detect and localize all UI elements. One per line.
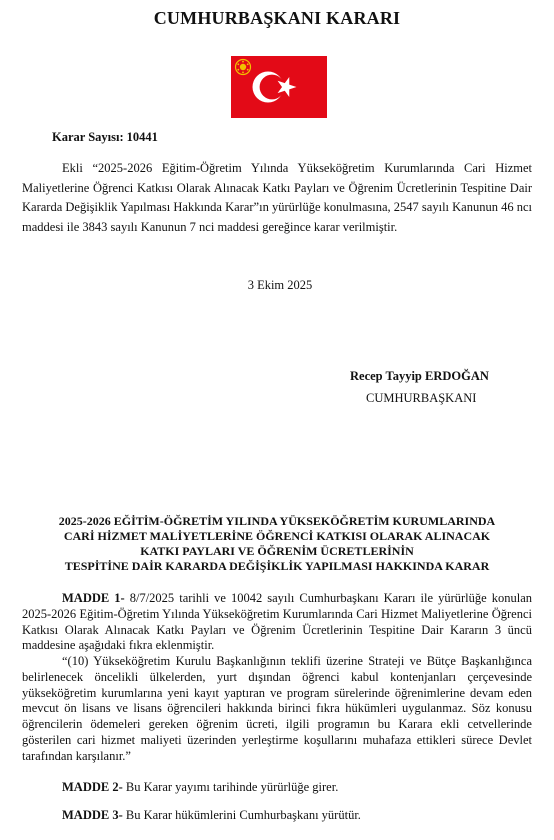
article-2 [22, 780, 532, 796]
turkish-flag-icon [231, 56, 327, 118]
annex-heading [0, 514, 554, 574]
article-label: MADDE 1- [62, 591, 125, 605]
article-text: Bu Karar hükümlerini Cumhurbaşkanı yürütür. [122, 808, 361, 822]
signer-last-name: ERDOĞAN [425, 369, 489, 383]
decision-number: 10441 [126, 130, 158, 144]
article-1 [22, 591, 532, 654]
signer-first-name: Recep Tayyip [350, 369, 426, 383]
article-text: Bu Karar yayımı tarihinde yürürlüğe girer. [122, 780, 339, 794]
article-label: MADDE 3- [62, 808, 123, 822]
article-label: MADDE 2- [62, 780, 123, 794]
annex-heading-line: KATKI PAYLARI VE ÖĞRENİM ÜCRETLERİNİN [140, 544, 414, 558]
document-title: CUMHURBAŞKANI KARARI [153, 8, 401, 28]
annex-heading-line: CARİ HİZMET MALİYETLERİNE ÖĞRENCİ KATKISI OLARAK ALINACAK [63, 529, 491, 543]
annex-heading-line: TESPİTİNE DAİR KARARDA DEĞİŞİKLİK YAPILMASI HAKKINDA KARAR [64, 559, 490, 573]
article-text: 8/7/2025 tarihli ve 10042 sayılı Cumhurbaşkanı Kararı ile yürürlüğe konulan 2025-2026 Eğitim-Öğretim Yılında Yükseköğretim Kurumlarında Cari Hizmet Maliyetlerine Öğrenci Katkısı Olarak Alınacak Katkı Payları ve Öğrenim Ücretlerinin Tespitine Dair Kararın 3 üncü maddesine aşağıdaki fıkra eklenmiştir. [22, 591, 532, 653]
decision-number-line [52, 130, 158, 145]
intro-paragraph: Ekli “2025-2026 Eğitim-Öğretim Yılında Yükseköğretim Kurumlarında Cari Hizmet Maliyetlerine Öğrenci Katkısı Olarak Alınacak Katkı Payları ve Öğrenim Ücretlerinin Tespitine Dair Kararda Değişiklik Yapılması Hakkında Karar”ın yürürlüğe konulmasına, 2547 sayılı Kanunun 46 ncı maddesi ile 3843 sayılı Kanunun 7 nci maddesi gereğince karar verilmiştir. [22, 161, 532, 234]
annex-heading-line: 2025-2026 EĞİTİM-ÖĞRETİM YILINDA YÜKSEKÖĞRETİM KURUMLARINDA [58, 514, 496, 528]
decision-number-label: Karar Sayısı: [52, 130, 124, 144]
signer-title: CUMHURBAŞKANI [366, 391, 477, 405]
article-1-quoted-paragraph: “(10) Yükseköğretim Kurulu Başkanlığının teklifi üzerine Strateji ve Bütçe Başkanlığınca belirlenecek öncelikli ülkelerden, yurt dışından öğrenci kabul kontenjanları çerçevesinde yükseköğretim kurumlarına yeni kayıt yaptıran ve program sürelerinde öğrenimlerine devam eden mevcut ön lisans ve lisans öğrencileri hakkında birinci fıkra hükümleri uygulanmaz. Söz konusu öğrencilerin ödemeleri gereken öğrenim ücreti, ilgili programın bu Karara ekli cetvellerinde gösterilen cari hizmet maliyeti üzerinden yerleştirme koşullarını muhafaza ettikleri sürece Devlet tarafından karşılanır.” [22, 654, 532, 763]
decree-date: 3 Ekim 2025 [247, 278, 313, 292]
signer-name [350, 369, 489, 384]
article-3 [22, 808, 532, 824]
